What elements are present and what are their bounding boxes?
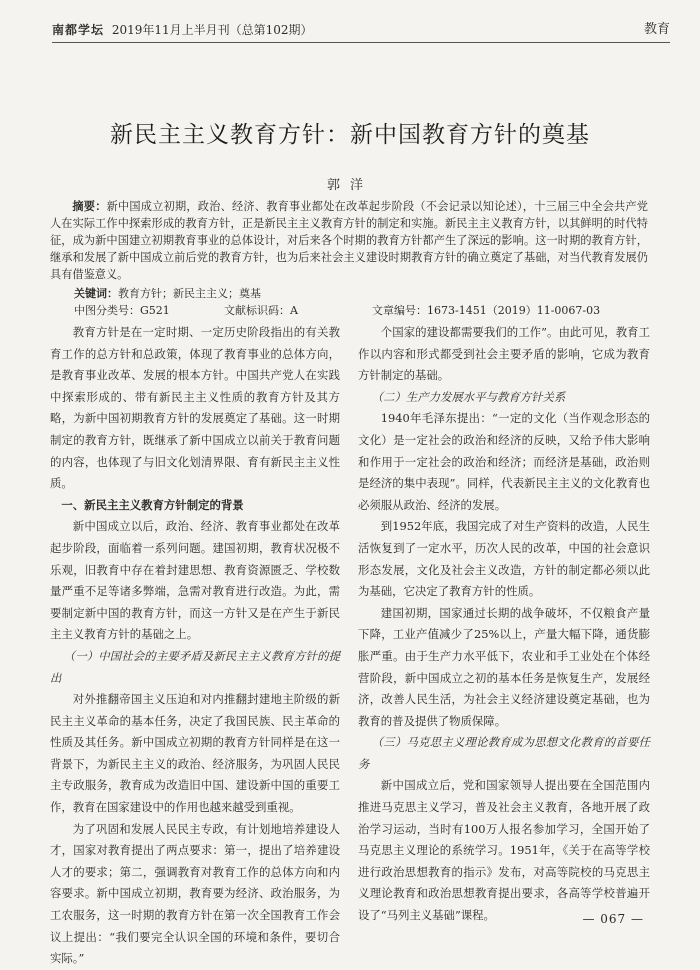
article-number: 文章编号：1673-1451（2019）11-0067-03	[372, 304, 601, 317]
keywords	[74, 285, 261, 301]
body-paragraph: 教育方针是在一定时期、一定历史阶段指出的有关教育工作的总方针和总政策，体现了教育事业的总体方向，是教育事业改革、发展的根本方针。中国共产党人在实践中探索形成的、带有新民主主义性质的教育方针及其方略，为新中国初期教育方针的发展奠定了基础。这一时期制定的教育方针，既继承了新中国成立以前关于教育问题的内容，也体现了与旧文化划清界限、育有新民主主义性质。	[50, 325, 340, 491]
keywords-text: 教育方针；新民主主义；奠基	[118, 287, 261, 300]
abstract-text: 新中国成立初期，政治、经济、教育事业都处在改革起步阶段（不会记录以知论述），十三届三中全会共产党人在实际工作中探索形成的教育方针，正是新民主主义教育方针的制定和实施。新民主主义教育方针，以其鲜明的时代特征，成为新中国建立初期教育事业的总体设计，对后来各个时期的教育方针都产生了深远的影响。这一时期的教育方针，继承和发展了新中国成立前后党的教育方针，也为后来社会主义建设时期教育方针的确立奠定了基础，对当代教育发展仍具有借鉴意义。	[50, 200, 648, 281]
subsection-heading: （三）马克思主义理论教育成为思想文化教育的首要任务	[358, 735, 650, 771]
abstract-label: 摘要：	[72, 199, 107, 213]
running-header	[52, 20, 670, 43]
abstract	[50, 198, 648, 283]
article-author: 郭洋	[326, 178, 373, 193]
clc-number: 中图分类号：G521	[74, 304, 170, 317]
journal-name: 南都学坛	[52, 23, 105, 37]
document-code: 文献标识码：A	[224, 304, 298, 317]
subsection-heading: （二）生产力发展水平与教育方针关系	[371, 389, 566, 404]
body-paragraph: 个国家的建设都需要我们的工作”。由此可见，教育工作以内容和形式都受到社会主要矛盾的影响，它成为教育方针制定的基础。	[358, 325, 650, 383]
body-paragraph: 建国初期，国家通过长期的战争破坏，不仅粮食产量下降，工业产值减少了25%以上，产量大幅下降，通货膨胀严重。由于生产力水平低下，农业和手工业处在个体经营阶段，新中国成立之初的基本任务是恢复生产，发展经济，改善人民生活，为社会主义经济建设奠定基础，也为教育的普及提供了物质保障。	[358, 605, 650, 728]
body-column-left	[50, 322, 340, 966]
body-paragraph: 新中国成立以后，政治、经济、教育事业都处在改革起步阶段，面临着一系列问题。建国初期，教育状况极不乐观，旧教育中存在着封建思想、教育资源匮乏、学校数量严重不足等诸多弊端，急需对教育进行改造。为此，需要制定新中国的教育方针，而这一方针又是在产生于新民主主义教育方针的基础之上。	[50, 519, 340, 642]
section-label: 教育	[643, 22, 670, 37]
keywords-label: 关键词：	[74, 287, 118, 300]
body-paragraph: 对外推翻帝国主义压迫和对内推翻封建地主阶级的新民主主义革命的基本任务，决定了我国民族、民主革命的性质及其任务。新中国成立初期的教育方针同样是在这一背景下，为新民主主义的政治、经济服务，为巩固人民民主专政服务，教育成为改造旧中国、建设新中国的重要工作，教育在国家建设中的作用也越来越受到重视。	[50, 692, 340, 815]
page-number: — 067 —	[582, 912, 644, 926]
body-paragraph: 为了巩固和发展人民民主专政，有计划地培养建设人才，国家对教育提出了两点要求：第一，提出了培养建设人才的要求；第二，强调教育对教育工作的总体方向和内容要求。新中国成立初期，教育要为经济、政治服务，为工农服务，这一时期的教育方针在第一次全国教育工作会议上提出：“我们要完全认识全国的环境和条件，要切合实际。”	[50, 821, 340, 966]
article-title: 新民主主义教育方针：新中国教育方针的奠基	[110, 122, 590, 148]
body-paragraph: 到1952年底，我国完成了对生产资料的改造，人民生活恢复到了一定水平，历次人民的改革，中国的社会意识形态发展，文化及社会主义改造，方针的制定都必须以此为基础，它决定了教育方针的性质。	[358, 519, 650, 599]
body-paragraph: 新中国成立后，党和国家领导人提出要在全国范围内推进马克思主义学习，普及社会主义教育，各地开展了政治学习运动，当时有100万人报名参加学习，全国开始了马克思主义理论的系统学习。1951年，《关于在高等学校进行政治思想教育的指示》发布，对高等院校的马克思主义理论教育和政治思想教育提出要求，各高等学校普遍开设了“马列主义基础”课程。	[358, 778, 650, 923]
section-heading: 一、新民主主义教育方针制定的背景	[61, 497, 244, 512]
body-paragraph: 1940年毛泽东提出：“一定的文化（当作观念形态的文化）是一定社会的政治和经济的反映，又给予伟大影响和作用于一定社会的政治和经济；而经济是基础，政治则是经济的集中表现”。同样，代表新民主主义的文化教育也必须服从政治、经济的发展。	[358, 411, 650, 512]
subsection-heading: （一）中国社会的主要矛盾及新民主主义教育方针的提出	[50, 648, 340, 685]
issue-info: 2019年11月上半月刊（总第102期）	[111, 23, 313, 37]
